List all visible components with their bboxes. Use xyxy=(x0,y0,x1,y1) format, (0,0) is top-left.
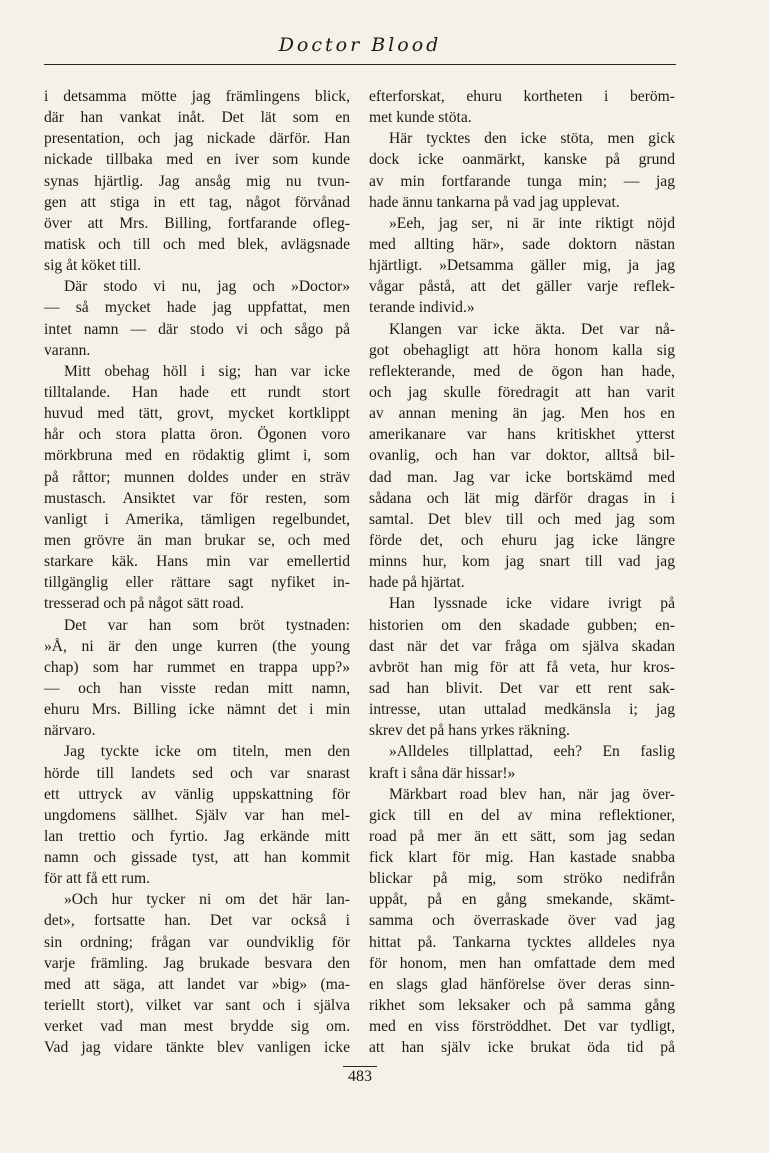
right-text-column xyxy=(369,86,675,1058)
text-line: lan trettio och fyrtio. Jag erkände mitt xyxy=(44,827,350,845)
text-line: rikhet som leksaker och på samma gång xyxy=(369,997,675,1015)
page-number-rule xyxy=(343,1066,377,1067)
text-line: där han vankat inåt. Det lät som en xyxy=(44,109,350,127)
text-line: av annan mening än jag. Men hos en xyxy=(369,405,675,423)
text-line: att han själv icke brukat öda tid på xyxy=(369,1039,675,1057)
text-line: ovanlig, och han var doktor, alltså bil- xyxy=(369,447,675,465)
text-line: Han lyssnade icke vidare ivrigt på xyxy=(389,595,675,613)
text-line: hade på hjärtat. xyxy=(369,574,465,592)
text-line: mörkbruna med en rödaktig glimt i, som xyxy=(44,447,350,465)
text-line: dock icke oanmärkt, kanske på grund xyxy=(369,151,675,169)
text-line: huvud med tätt, grovt, mycket kortklippt xyxy=(44,405,350,423)
text-line: blickar på mig, som ströko nedifrån xyxy=(369,870,675,888)
text-line: gick till en del av mina reflektioner, xyxy=(369,806,675,824)
text-line: »Å, ni är den unge kurren (the young xyxy=(44,637,350,655)
text-line: hade ännu tankarna på vad jag upplevat. xyxy=(369,193,620,211)
text-line: intet namn — där stodo vi och sågo på xyxy=(44,320,350,338)
text-line: tresserad och på något sätt road. xyxy=(44,595,245,613)
text-line: minns hur, kom jag snart till vad jag xyxy=(369,553,675,571)
text-line: chap) som har rummet en trappa upp?» xyxy=(44,658,350,676)
text-line: hjärtligt. »Detsamma gäller mig, ja jag xyxy=(369,257,675,275)
text-line: men grövre än man brukar se, och med xyxy=(44,531,350,549)
text-line: namn och gissade tyst, att han kommit xyxy=(44,849,350,867)
text-line: avbröt han mig för att få veta, hur kros- xyxy=(369,658,675,676)
text-line: sin ordning; frågan var oundviklig för xyxy=(44,933,350,951)
text-line: skrev det på hans yrkes räkning. xyxy=(369,722,570,740)
text-line: varann. xyxy=(44,341,91,359)
text-line: road på mer än ett sätt, som jag sedan xyxy=(369,827,675,845)
text-line: sådana och lät mig därför dragas in i xyxy=(369,489,675,507)
text-line: Märkbart road blev han, när jag över- xyxy=(389,785,675,803)
text-line: »Alldeles tillplattad, eeh? En faslig xyxy=(389,743,675,761)
text-line: Vad jag vidare tänkte blev vanligen icke xyxy=(44,1039,350,1057)
text-line: met kunde stöta. xyxy=(369,109,472,127)
text-line: mustasch. Ansiktet var för resten, som xyxy=(44,489,350,507)
text-line: — så mycket hade jag uppfattat, men xyxy=(44,299,350,317)
text-line: Mitt obehag höll i sig; han var icke xyxy=(64,362,350,380)
text-line: i detsamma mötte jag främlingens blick, xyxy=(44,88,350,105)
text-line: Där stodo vi nu, jag och »Doctor» xyxy=(64,278,350,296)
text-line: ett uttryck av vänlig uppskattning för xyxy=(44,785,350,803)
text-line: teriellt stort), vilket var sant och i själva xyxy=(44,997,350,1015)
text-line: tillgänglig eller rättare sagt nyfiket in- xyxy=(44,574,350,592)
text-line: kraft i såna där hissar!» xyxy=(369,764,516,782)
text-line: dad man. Jag var icke bortskämd med xyxy=(369,468,675,486)
text-line: nickade tillbaka med en iver som kunde xyxy=(44,151,350,169)
page-number: 483 xyxy=(348,1068,372,1085)
text-line: hittat på. Tankarna tycktes alldeles nya xyxy=(369,933,675,951)
text-line: sad han blivit. Det var ett rent sak- xyxy=(369,679,675,697)
text-line: för att få ett rum. xyxy=(44,870,151,888)
text-line: samtal. Det blev till och med jag som xyxy=(369,510,675,528)
text-line: starkare käk. Hans min var emellertid xyxy=(44,553,350,571)
text-line: — och han visste redan mitt namn, xyxy=(44,679,350,697)
text-line: vanligt i Amerika, tämligen regelbundet, xyxy=(44,510,350,528)
left-text-column xyxy=(44,86,350,1058)
text-line: historien om den skadade gubben; en- xyxy=(369,616,675,634)
text-line: »Eeh, jag ser, ni är inte riktigt nöjd xyxy=(389,214,675,232)
text-line: en slags glad hänförelse över deras sinn- xyxy=(369,975,675,993)
text-line: gen att stiga in ett tag, något förvånad xyxy=(44,193,350,211)
text-line: över att Mrs. Billing, fortfarande ofleg- xyxy=(44,214,350,232)
text-line: förde det, och ehuru jag icke längre xyxy=(369,531,675,549)
text-line: och jag skulle föredragit att han varit xyxy=(369,383,675,401)
text-line: Jag tyckte icke om titeln, men den xyxy=(64,743,350,761)
text-line: av min fortfarande tunga min; — jag xyxy=(369,172,675,190)
text-line: med en viss förströddhet. Det var tydligt, xyxy=(369,1018,675,1036)
text-line: reflekterande, med de ögon han hade, xyxy=(369,362,675,380)
text-line: hörde till landets sed och var snarast xyxy=(44,764,350,782)
text-line: intresse, utan uttalad medkänsla i; jag xyxy=(369,701,675,719)
text-line: samma och överraskade över vad jag xyxy=(369,912,675,930)
text-line: synas hjärtlig. Jag ansåg mig nu tvun- xyxy=(44,172,350,190)
text-line: dast när det var fråga om själva skadan xyxy=(369,637,675,655)
text-line: med att säga, att landet var »big» (ma- xyxy=(44,975,350,993)
text-line: för honom, men han omfattade dem med xyxy=(369,954,675,972)
text-line: varje främling. Jag brukade besvara den xyxy=(44,954,350,972)
text-line: uppåt, på en gång smekande, skämt- xyxy=(369,891,675,909)
text-line: matisk och till och med blek, avlägsnade xyxy=(44,235,350,253)
running-head: Doctor Blood xyxy=(278,34,442,56)
text-line: amerikanare var hans kritiskhet ytterst xyxy=(369,426,675,444)
text-line: presentation, och jag nickade därför. Han xyxy=(44,130,350,148)
text-line: ungdomens sällhet. Själv var han mel- xyxy=(44,806,350,824)
text-line: det», fortsatte han. Det var också i xyxy=(44,912,350,930)
header-rule xyxy=(44,64,676,65)
text-line: got obehagligt att höra honom kalla sig xyxy=(369,341,675,359)
text-line: Här tycktes den icke stöta, men gick xyxy=(389,130,675,148)
text-line: sig åt köket till. xyxy=(44,257,142,275)
text-line: terande individ.» xyxy=(369,299,475,317)
text-line: »Och hur tycker ni om det här lan- xyxy=(64,891,350,909)
text-line: fick klart för mig. Han kastade snabba xyxy=(369,849,675,867)
text-line: tilltalande. Han hade ett rundt stort xyxy=(44,383,350,401)
text-line: efterforskat, ehuru kortheten i beröm- xyxy=(369,88,675,105)
text-line: ehuru Mrs. Billing icke nämnt det i min xyxy=(44,701,350,719)
text-line: Klangen var icke äkta. Det var nå- xyxy=(389,320,675,338)
text-line: hår och stora platta öron. Ögonen voro xyxy=(44,426,350,444)
text-line: närvaro. xyxy=(44,722,96,740)
text-line: med allting här», sade doktorn nästan xyxy=(369,235,675,253)
text-line: verket vad man mest brydde sig om. xyxy=(44,1018,350,1036)
text-line: vågar påstå, att det gäller varje reflek- xyxy=(369,278,675,296)
text-line: Det var han som bröt tystnaden: xyxy=(64,616,350,634)
text-line: på råttor; munnen doldes under en sträv xyxy=(44,468,350,486)
